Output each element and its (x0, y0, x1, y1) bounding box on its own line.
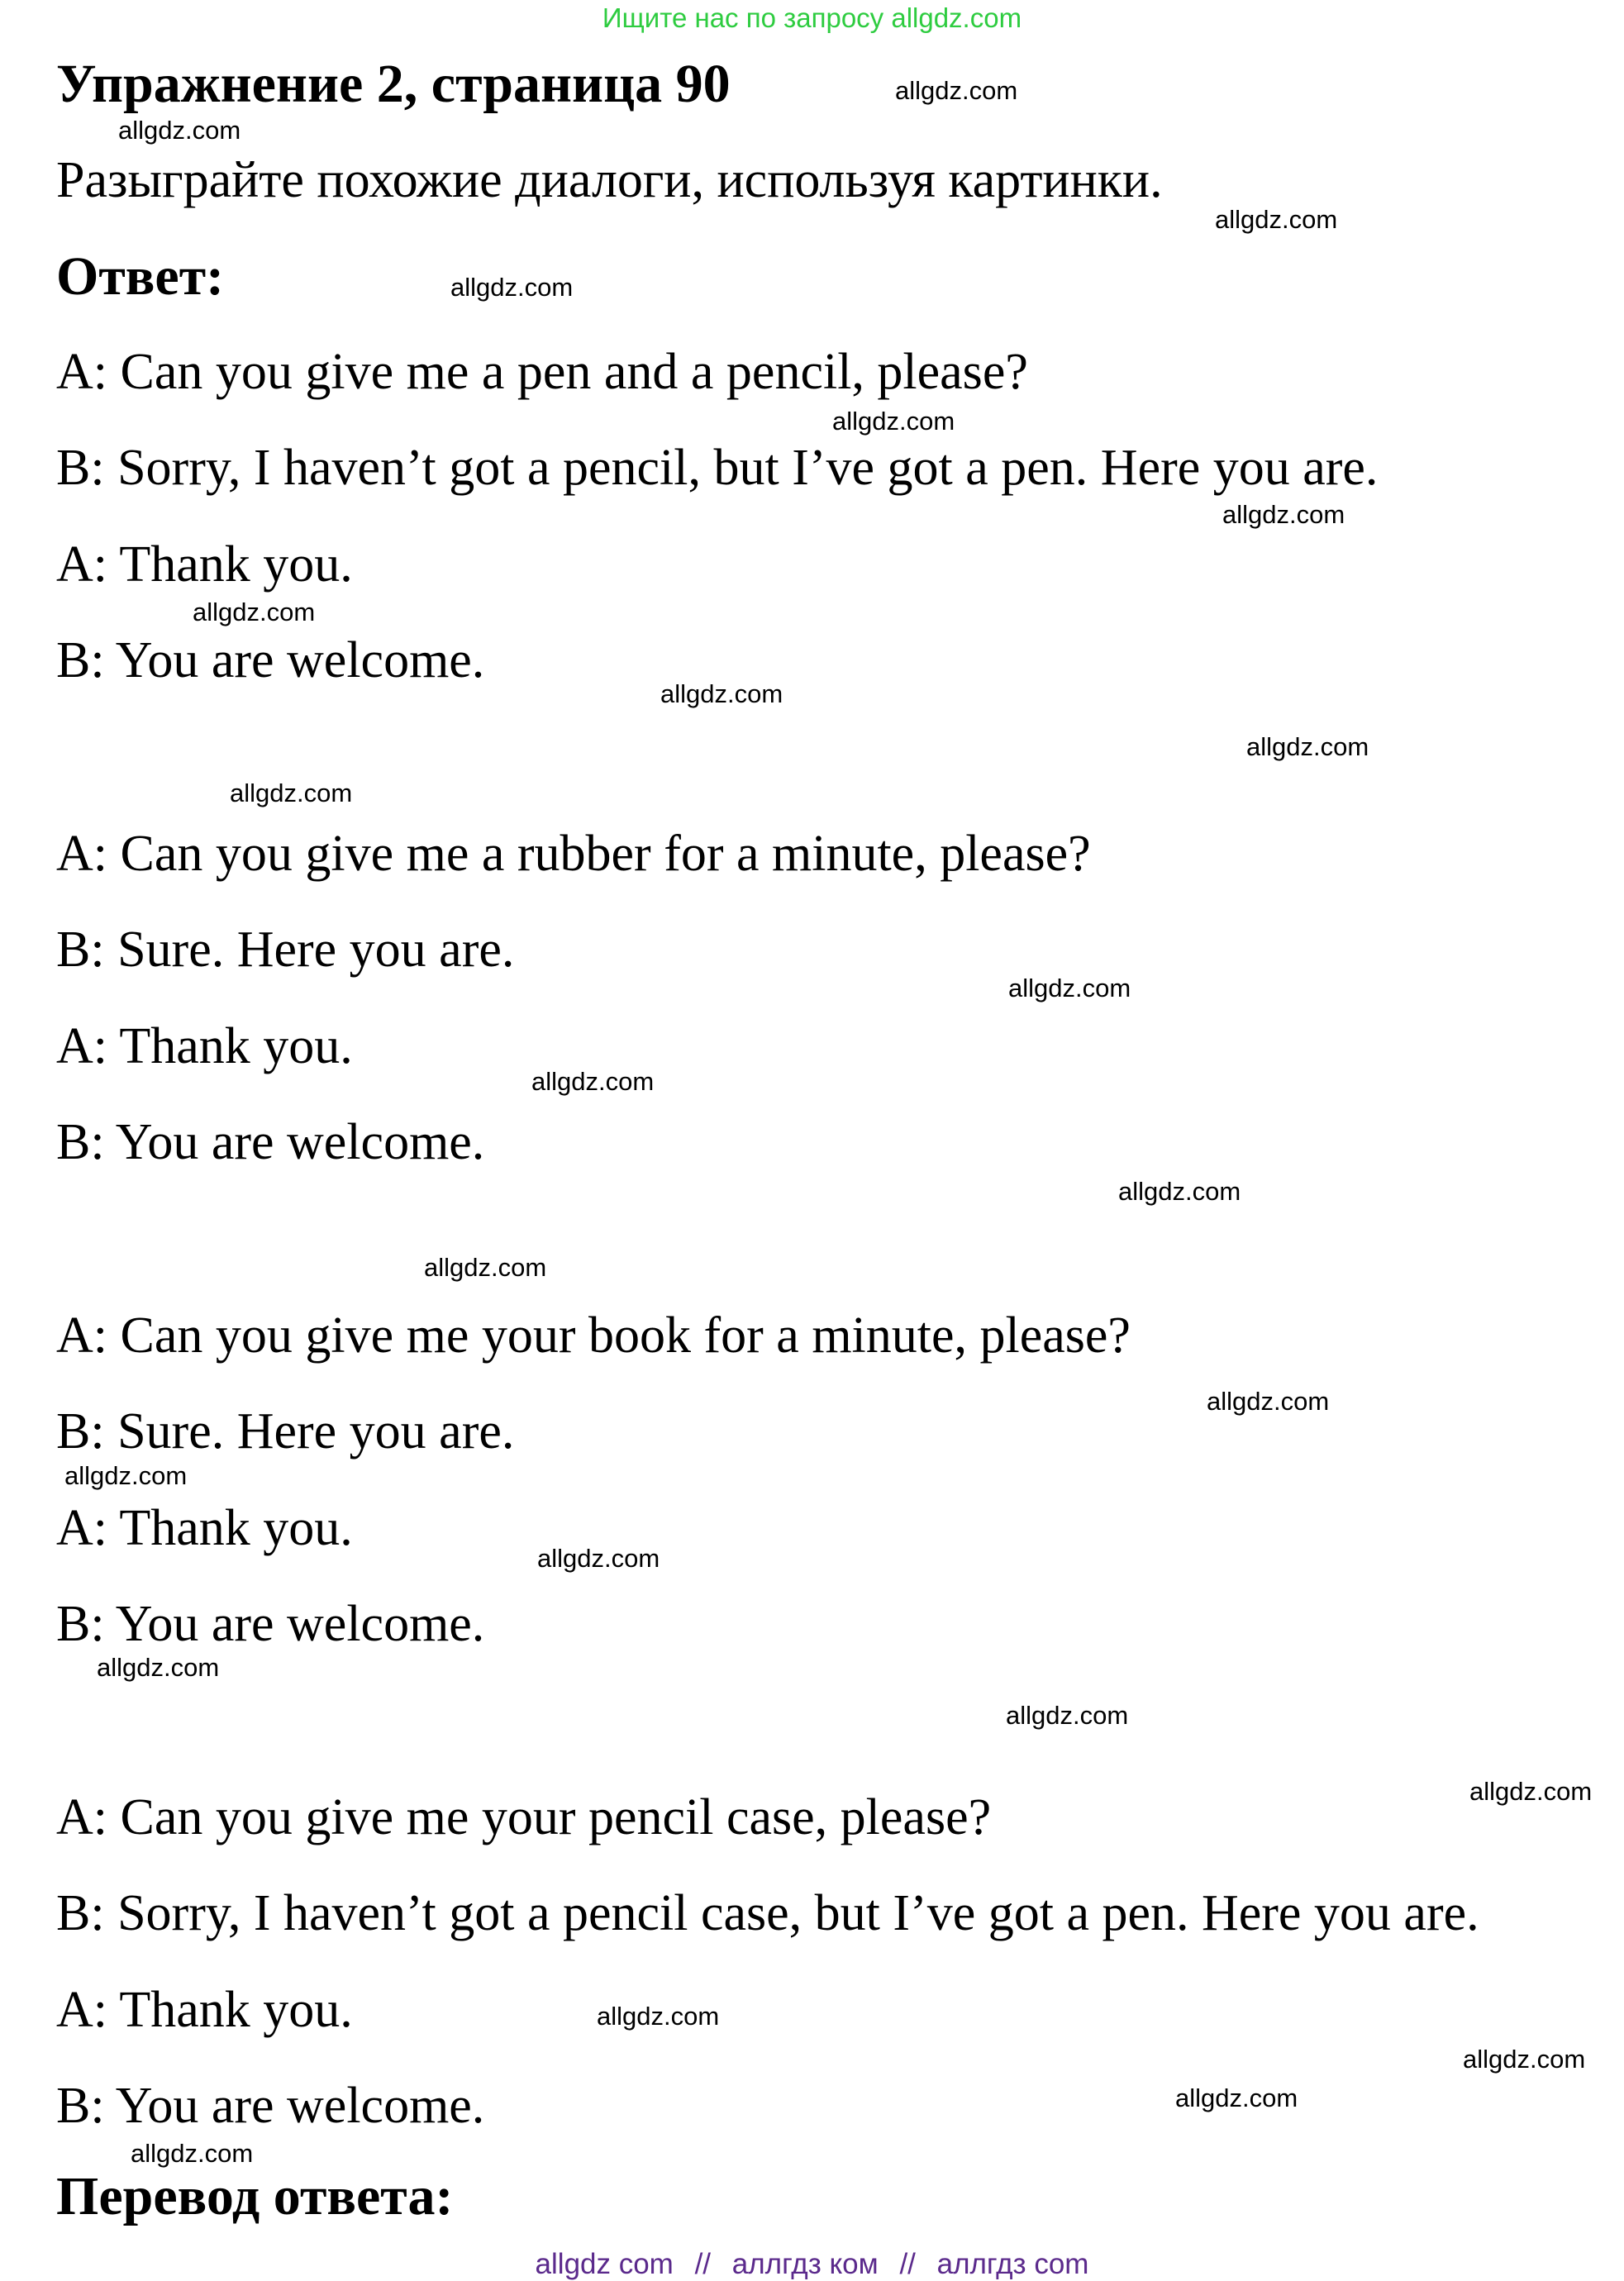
watermark: allgdz.com (1008, 974, 1131, 1002)
watermark: allgdz.com (193, 598, 316, 626)
dialogue-1-line-3: A: Thank you. (56, 536, 353, 593)
dialogue-2-line-1: A: Can you give me a rubber for a minute, please? (56, 826, 1091, 882)
watermark: allgdz.com (1118, 1177, 1241, 1206)
dialogue-3-line-1: A: Can you give me your book for a minute, please? (56, 1307, 1131, 1364)
watermark: allgdz.com (531, 1067, 655, 1096)
footer-part: аллгдз com (936, 2248, 1089, 2280)
watermark: allgdz.com (1215, 205, 1338, 234)
watermark: allgdz.com (97, 1653, 220, 1682)
footer-part: аллгдз ком (731, 2248, 879, 2280)
dialogue-2-line-4: B: You are welcome. (56, 1114, 485, 1170)
dialogue-4-line-3: A: Thank you. (56, 1982, 353, 2038)
answer-heading: Ответ: (56, 246, 225, 307)
watermark: allgdz.com (1175, 2083, 1298, 2112)
watermark: allgdz.com (832, 407, 955, 436)
watermark: allgdz.com (1246, 732, 1369, 761)
task-text: Разыграйте похожие диалоги, используя картинки. (56, 152, 1163, 208)
watermark: allgdz.com (118, 116, 241, 145)
watermark: allgdz.com (1006, 1701, 1129, 1730)
footer-part: allgdz com (535, 2248, 674, 2280)
top-banner: Ищите нас по запросу allgdz.com (602, 2, 1022, 33)
watermark: allgdz.com (131, 2139, 254, 2168)
footer-separator: // (899, 2248, 916, 2280)
watermark: allgdz.com (1469, 1777, 1593, 1806)
dialogue-4-line-2: B: Sorry, I haven’t got a pencil case, but I’ve got a pen. Here you are. (56, 1885, 1479, 1941)
page-title: Упражнение 2, страница 90 (56, 54, 731, 114)
bottom-banner (0, 2248, 1624, 2281)
translation-heading: Перевод ответа: (56, 2166, 454, 2226)
watermark: allgdz.com (537, 1544, 660, 1573)
watermark: allgdz.com (597, 2002, 720, 2031)
dialogue-3-line-4: B: You are welcome. (56, 1596, 485, 1652)
watermark: allgdz.com (895, 76, 1018, 105)
watermark: allgdz.com (1463, 2045, 1586, 2074)
watermark: allgdz.com (424, 1253, 547, 1282)
dialogue-2-line-3: A: Thank you. (56, 1018, 353, 1074)
watermark: allgdz.com (230, 779, 353, 807)
watermark: allgdz.com (64, 1461, 188, 1490)
dialogue-4-line-1: A: Can you give me your pencil case, please? (56, 1789, 992, 1845)
watermark: allgdz.com (1207, 1387, 1330, 1416)
watermark: allgdz.com (450, 273, 574, 302)
watermark: allgdz.com (1222, 500, 1345, 529)
footer-separator: // (694, 2248, 712, 2280)
dialogue-1-line-2: B: Sorry, I haven’t got a pencil, but I’ve got a pen. Here you are. (56, 440, 1379, 496)
dialogue-1-line-1: A: Can you give me a pen and a pencil, please? (56, 344, 1028, 400)
dialogue-3-line-3: A: Thank you. (56, 1500, 353, 1556)
dialogue-4-line-4: B: You are welcome. (56, 2078, 485, 2134)
dialogue-3-line-2: B: Sure. Here you are. (56, 1403, 515, 1460)
dialogue-2-line-2: B: Sure. Here you are. (56, 921, 515, 978)
dialogue-1-line-4: B: You are welcome. (56, 632, 485, 688)
watermark: allgdz.com (660, 679, 783, 708)
